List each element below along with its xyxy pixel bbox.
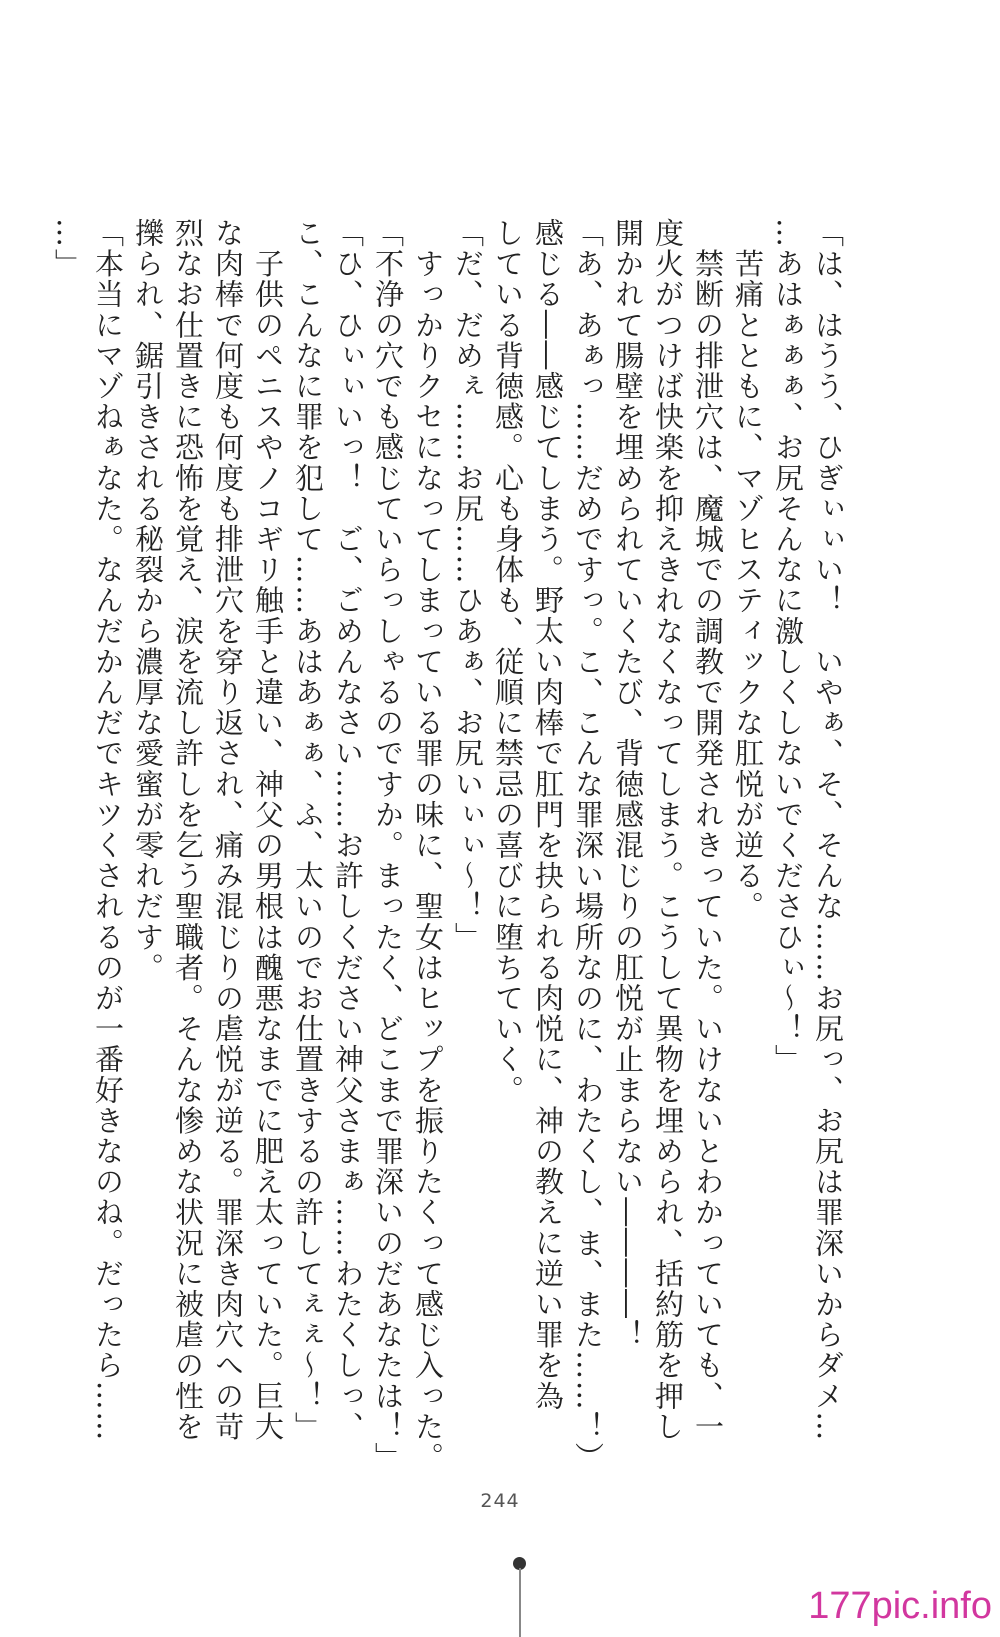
- text-line: 擽られ、鋸引きされる秘裂から濃厚な愛蜜が零れだす。: [131, 218, 165, 983]
- text-line: 「あ、あぁっ……だめですっ。こ、こんな罪深い場所なのに、わたくし、ま、また……！）: [571, 218, 605, 1473]
- text-line: こ、こんなに罪を犯して……あはあぁぁ、ふ、太いのでお仕置きするの許してぇぇ～！」: [291, 218, 325, 1442]
- text-line: 感じる――感じてしまう。野太い肉棒で肛門を抉られる肉悦に、神の教えに逆い罪を為: [531, 218, 565, 1412]
- text-line: 苦痛とともに、マゾヒスティックな肛悦が逆る。: [731, 218, 765, 922]
- text-line: 「本当にマゾねぁなた。なんだかんだでキツくされるのが一番好きなのね。だったら……: [91, 218, 125, 1442]
- text-line: 烈なお仕置きに恐怖を覚え、涙を流し許しを乞う聖職者。そんな惨めな状況に被虐の性を: [171, 218, 205, 1442]
- text-line: 「ひ、ひぃぃいっ！ ご、ごめんなさい……お許しください神父さまぁ……わたくしっ、: [331, 218, 365, 1442]
- text-line: 禁断の排泄穴は、魔城での調教で開発されきっていた。いけないとわかっていても、一: [691, 218, 725, 1442]
- text-line: 「は、はうう、ひぎぃぃい！ いやぁ、そ、そんな……お尻っ、お尻は罪深いからダメ…: [811, 218, 845, 1442]
- text-line: 「だ、だめぇ……お尻……ひあぁ、お尻いぃぃ～！」: [451, 218, 485, 953]
- text-line: 子供のペニスやノコギリ触手と違い、神父の男根は醜悪なまでに肥え太っていた。巨大: [251, 218, 285, 1442]
- text-line: すっかりクセになってしまっている罪の味に、聖女はヒップを振りたくって感じ入った。: [411, 218, 445, 1473]
- text-line: 開かれて腸壁を埋められていくたび、背徳感混じりの肛悦が止まらない――――！: [611, 218, 645, 1351]
- watermark: 177pic.info: [808, 1585, 992, 1627]
- text-line: …」: [51, 218, 85, 280]
- text-line: している背徳感。心も身体も、従順に禁忌の喜びに堕ちていく。: [491, 218, 525, 1106]
- text-line: な肉棒で何度も何度も排泄穴を穿り返され、痛み混じりの虐悦が逆る。罪深き肉穴への苛: [211, 218, 245, 1442]
- bookmark-line: [519, 1568, 521, 1637]
- text-line: 度火がつけば快楽を抑えきれなくなってしまう。こうして異物を埋められ、括約筋を押し: [651, 218, 685, 1442]
- body-text: [48, 218, 848, 1473]
- text-line: …あはぁぁぁ、お尻そんなに激しくしないでくださひぃ～！」: [771, 218, 805, 1075]
- page-number: 244: [480, 1490, 520, 1512]
- text-line: 「不浄の穴でも感じていらっしゃるのですか。まったく、どこまで罪深いのだあなたは！」: [371, 218, 405, 1473]
